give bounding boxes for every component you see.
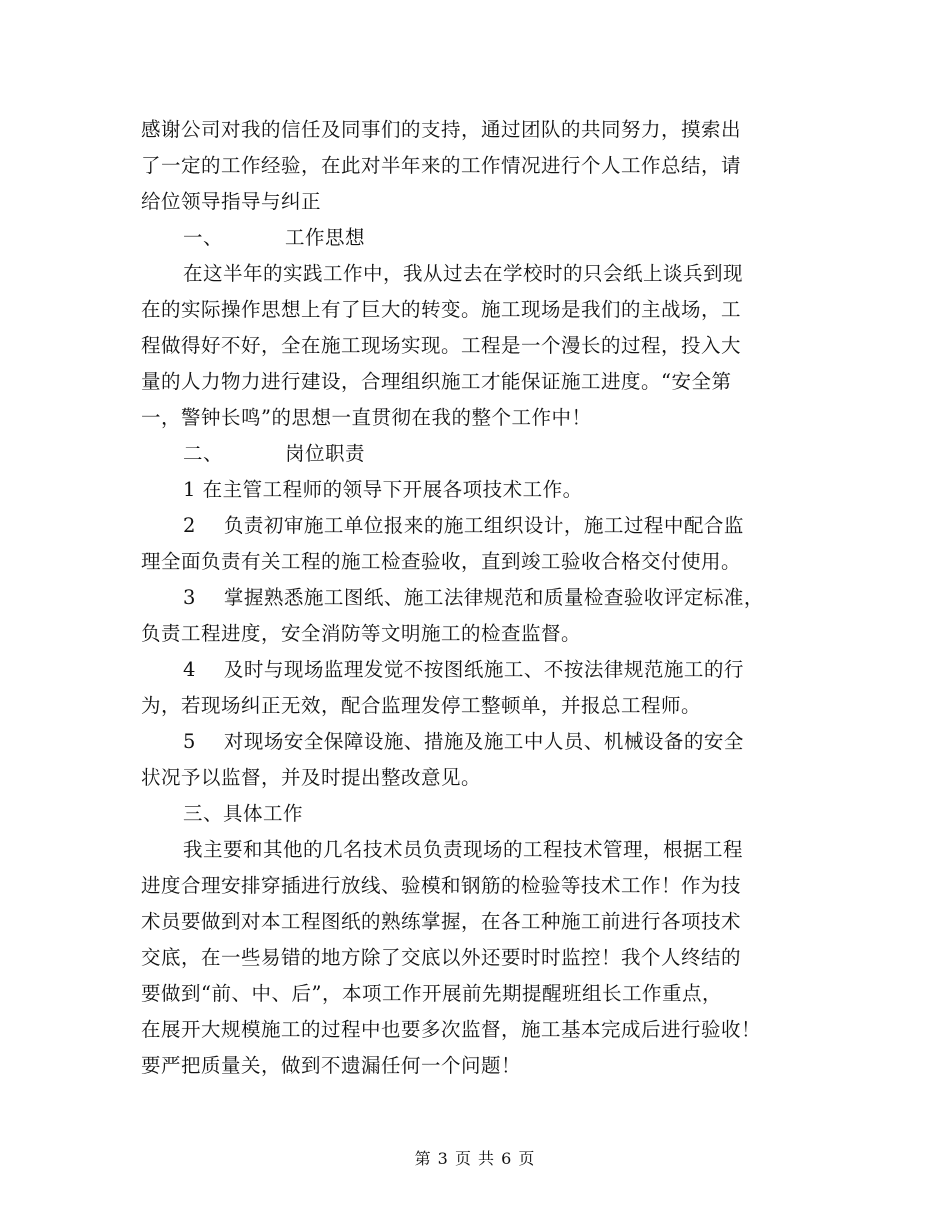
text-line: 在的实际操作思想上有了巨大的转变。施工现场是我们的主战场，工 <box>141 298 742 321</box>
text-line: 在这半年的实践工作中，我从过去在学校时的只会纸上谈兵到现 <box>183 262 744 285</box>
duty-text: 掌握熟悉施工图纸、施工法律规范和质量检查验收评定标准， <box>223 586 764 609</box>
duty-text: 及时与现场监理发觉不按图纸施工、不按法律规范施工的行 <box>223 658 744 681</box>
text-line: 交底，在一些易错的地方除了交底以外还要时时监控！我个人终结的 <box>141 946 742 969</box>
text-line: 负责工程进度，安全消防等文明施工的检查监督。 <box>141 622 582 645</box>
duty-item-3 <box>141 580 801 616</box>
section-title: 岗位职责 <box>285 442 366 465</box>
section-number: 一、 <box>183 226 224 249</box>
section-heading-1 <box>141 220 801 256</box>
duty-number: 2 <box>183 514 196 537</box>
text-line: 要做到“前、中、后”，本项工作开展前先期提醒班组长工作重点， <box>141 982 722 1005</box>
text-line: 状况予以监督，并及时提出整改意见。 <box>141 766 482 789</box>
duty-number: 3 <box>183 586 196 609</box>
section-number: 二、 <box>183 442 224 465</box>
text-line: 术员要做到对本工程图纸的熟练掌握，在各工种施工前进行各项技术 <box>141 910 742 933</box>
text-line: 进度合理安排穿插进行放线、验模和钢筋的检验等技术工作！作为技 <box>141 874 742 897</box>
section-heading-3: 三、具体工作 <box>183 802 304 825</box>
text-line: 感谢公司对我的信任及同事们的支持，通过团队的共同努力，摸索出 <box>141 118 742 141</box>
text-line: 程做得好不好，全在施工现场实现。工程是一个漫长的过程，投入大 <box>141 334 742 357</box>
section-heading-2 <box>141 436 801 472</box>
duty-item-2 <box>141 508 801 544</box>
text-line: 要严把质量关，做到不遗漏任何一个问题！ <box>141 1054 522 1077</box>
text-line: 量的人力物力进行建设，合理组织施工才能保证施工进度。“安全第 <box>141 370 732 393</box>
duty-item-5 <box>141 724 801 760</box>
duty-text: 负责初审施工单位报来的施工组织设计，施工过程中配合监 <box>223 514 744 537</box>
text-line: 为，若现场纠正无效，配合监理发停工整顿单，并报总工程师。 <box>141 694 702 717</box>
duty-number: 5 <box>183 730 196 753</box>
document-body <box>141 112 801 1084</box>
duty-item-4 <box>141 652 801 688</box>
text-line: 我主要和其他的几名技术员负责现场的工程技术管理，根据工程 <box>183 838 744 861</box>
duty-number: 4 <box>183 658 196 681</box>
text-line: 一，警钟长鸣”的思想一直贯彻在我的整个工作中！ <box>141 406 592 429</box>
text-line: 理全面负责有关工程的施工检查验收，直到竣工验收合格交付使用。 <box>141 550 742 573</box>
text-line: 了一定的工作经验，在此对半年来的工作情况进行个人工作总结，请 <box>141 154 742 177</box>
page-footer: 第 3 页 共 6 页 <box>414 1149 536 1168</box>
text-line: 给位领导指导与纠正 <box>141 190 322 213</box>
duty-text: 对现场安全保障设施、措施及施工中人员、机械设备的安全 <box>223 730 744 753</box>
section-title: 工作思想 <box>285 226 366 249</box>
duty-item-1: 1 在主管工程师的领导下开展各项技术工作。 <box>183 478 583 501</box>
text-line: 在展开大规模施工的过程中也要多次监督，施工基本完成后进行验收！ <box>141 1018 762 1041</box>
